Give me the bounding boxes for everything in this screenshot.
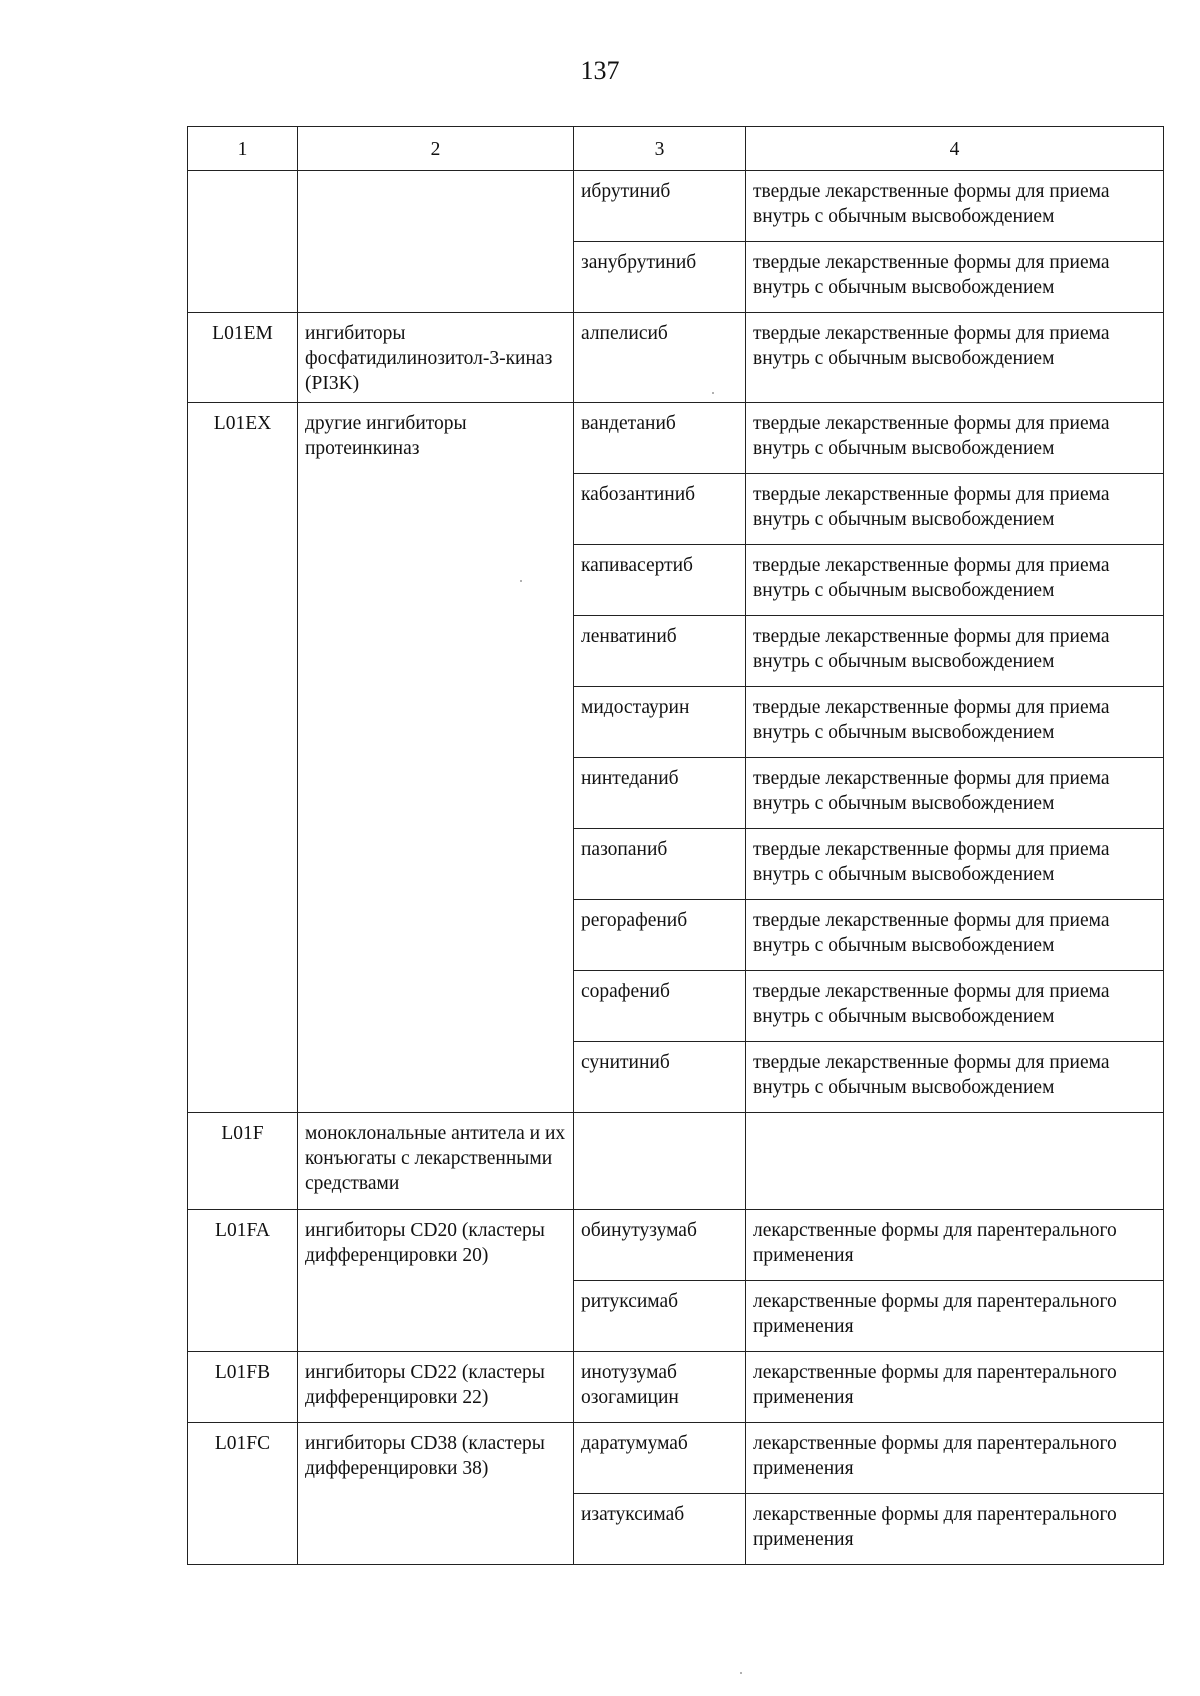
atc-code-cell: L01F <box>188 1113 298 1210</box>
drug-name-cell: пазопаниб <box>574 829 746 900</box>
drug-name-cell: ленватиниб <box>574 616 746 687</box>
dosage-form-cell: твердые лекарственные формы для приема внутрь с обычным высвобождением <box>746 403 1164 474</box>
dosage-form-cell: твердые лекарственные формы для приема внутрь с обычным высвобождением <box>746 313 1164 403</box>
header-cell-3: 3 <box>574 127 746 171</box>
scan-speck <box>520 580 522 582</box>
dosage-form-cell: твердые лекарственные формы для приема внутрь с обычным высвобождением <box>746 616 1164 687</box>
header-row <box>188 127 1164 171</box>
group-name-cell: моноклональные антитела и их конъюгаты с лекарственными средствами <box>298 1113 574 1210</box>
drug-name-cell: нинтеданиб <box>574 758 746 829</box>
dosage-form-cell: твердые лекарственные формы для приема внутрь с обычным высвобождением <box>746 829 1164 900</box>
dosage-form-cell: твердые лекарственные формы для приема внутрь с обычным высвобождением <box>746 687 1164 758</box>
atc-code-cell: L01EM <box>188 313 298 403</box>
atc-code-cell: L01FC <box>188 1423 298 1565</box>
group-name-cell: ингибиторы фосфатидилинозитол-3-киназ (PI3K) <box>298 313 574 403</box>
table-row <box>188 1423 1164 1494</box>
atc-code-cell: L01EX <box>188 403 298 1113</box>
drug-name-cell: сорафениб <box>574 971 746 1042</box>
dosage-form-cell: лекарственные формы для парентерального применения <box>746 1281 1164 1352</box>
header-cell-1: 1 <box>188 127 298 171</box>
table-row <box>188 1352 1164 1423</box>
drug-name-cell <box>574 1113 746 1210</box>
group-name-cell: другие ингибиторы протеинкиназ <box>298 403 574 1113</box>
table-row <box>188 313 1164 403</box>
drug-name-cell: регорафениб <box>574 900 746 971</box>
table-row <box>188 1113 1164 1210</box>
drug-name-cell: даратумумаб <box>574 1423 746 1494</box>
dosage-form-cell <box>746 1113 1164 1210</box>
group-name-cell: ингибиторы CD38 (кластеры дифференцировки 38) <box>298 1423 574 1565</box>
page-number: 137 <box>580 56 620 85</box>
drug-name-cell: обинутузумаб <box>574 1210 746 1281</box>
table-row <box>188 403 1164 474</box>
dosage-form-cell: твердые лекарственные формы для приема внутрь с обычным высвобождением <box>746 171 1164 242</box>
table-row <box>188 171 1164 242</box>
group-name-cell: ингибиторы CD22 (кластеры дифференцировки 22) <box>298 1352 574 1423</box>
drug-table <box>187 126 1164 1565</box>
drug-name-cell: ибрутиниб <box>574 171 746 242</box>
dosage-form-cell: лекарственные формы для парентерального применения <box>746 1494 1164 1565</box>
drug-name-cell: мидостаурин <box>574 687 746 758</box>
drug-name-cell: алпелисиб <box>574 313 746 403</box>
drug-name-cell: капивасертиб <box>574 545 746 616</box>
drug-name-cell: занубрутиниб <box>574 242 746 313</box>
group-name-cell <box>298 171 574 313</box>
drug-name-cell: сунитиниб <box>574 1042 746 1113</box>
drug-name-cell: вандетаниб <box>574 403 746 474</box>
drug-name-cell: изатуксимаб <box>574 1494 746 1565</box>
dosage-form-cell: лекарственные формы для парентерального применения <box>746 1210 1164 1281</box>
header-cell-4: 4 <box>746 127 1164 171</box>
drug-name-cell: ритуксимаб <box>574 1281 746 1352</box>
header-cell-2: 2 <box>298 127 574 171</box>
atc-code-cell: L01FA <box>188 1210 298 1352</box>
atc-code-cell: L01FB <box>188 1352 298 1423</box>
dosage-form-cell: твердые лекарственные формы для приема внутрь с обычным высвобождением <box>746 545 1164 616</box>
dosage-form-cell: лекарственные формы для парентерального применения <box>746 1423 1164 1494</box>
drug-name-cell: кабозантиниб <box>574 474 746 545</box>
dosage-form-cell: лекарственные формы для парентерального применения <box>746 1352 1164 1423</box>
dosage-form-cell: твердые лекарственные формы для приема внутрь с обычным высвобождением <box>746 758 1164 829</box>
dosage-form-cell: твердые лекарственные формы для приема внутрь с обычным высвобождением <box>746 971 1164 1042</box>
dosage-form-cell: твердые лекарственные формы для приема внутрь с обычным высвобождением <box>746 900 1164 971</box>
scan-speck <box>740 1672 742 1674</box>
dosage-form-cell: твердые лекарственные формы для приема внутрь с обычным высвобождением <box>746 242 1164 313</box>
group-name-cell: ингибиторы CD20 (кластеры дифференцировки 20) <box>298 1210 574 1352</box>
dosage-form-cell: твердые лекарственные формы для приема внутрь с обычным высвобождением <box>746 1042 1164 1113</box>
dosage-form-cell: твердые лекарственные формы для приема внутрь с обычным высвобождением <box>746 474 1164 545</box>
drug-name-cell: инотузумаб озогамицин <box>574 1352 746 1423</box>
table-row <box>188 1210 1164 1281</box>
scan-speck <box>712 392 714 394</box>
atc-code-cell <box>188 171 298 313</box>
